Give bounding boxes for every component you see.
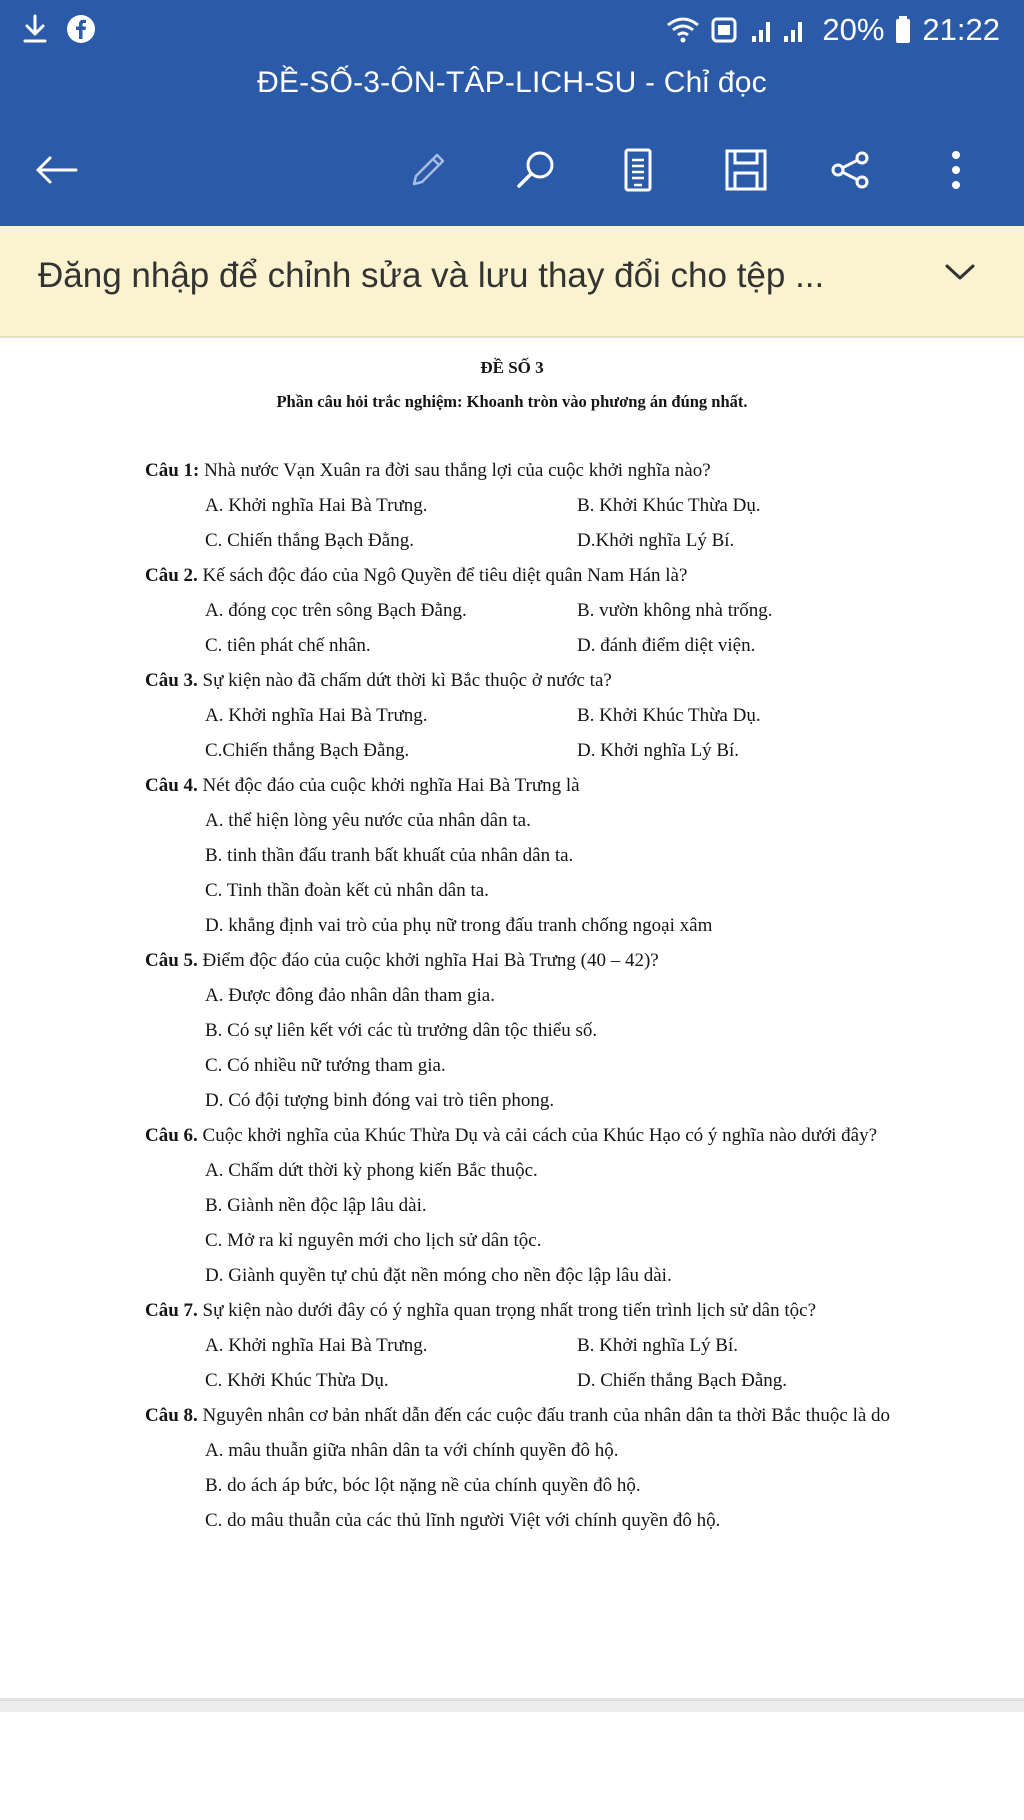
option: B. do ách áp bức, bóc lột nặng nề của chính quyền đô hộ. [205,1475,641,1496]
option: B. vườn không nhà trống. [577,600,773,621]
option: C. do mâu thuẫn của các thủ lĩnh người Việt với chính quyền đô hộ. [205,1510,721,1531]
question-label: Câu 6. [145,1125,198,1146]
option: D. Có đội tượng binh đóng vai trò tiên phong. [205,1090,555,1111]
download-icon [22,14,48,44]
option: C.Chiến thắng Bạch Đằng. [205,740,410,761]
option: B. tinh thần đấu tranh bất khuất của nhân dân ta. [205,845,574,866]
question-3 [145,668,955,764]
question-text: Điểm độc đáo của cuộc khởi nghĩa Hai Bà Trưng (40 – 42)? [202,950,659,971]
question-text: Sự kiện nào đã chấm dứt thời kì Bắc thuộc ở nước ta? [202,670,612,691]
question-text: Nét độc đáo của cuộc khởi nghĩa Hai Bà Trưng là [202,775,580,796]
app-header [0,0,1024,226]
option: C. Có nhiều nữ tướng tham gia. [205,1055,446,1076]
edit-button[interactable] [400,140,456,200]
document-page [0,338,1024,1698]
question-text: Sự kiện nào dưới đây có ý nghĩa quan trọng nhất trong tiến trình lịch sử dân tộc? [202,1300,817,1321]
document-title: ĐỀ-SỐ-3-ÔN-TÂP-LICH-SU - Chỉ đọc [257,66,767,99]
clock: 21:22 [922,12,1000,47]
option: A. Khởi nghĩa Hai Bà Trưng. [205,495,428,516]
question-5 [145,948,955,1114]
save-icon [724,148,768,192]
wifi-icon [666,16,700,44]
chevron-down-icon[interactable] [944,262,976,287]
option: A. thể hiện lòng yêu nước của nhân dân ta. [205,810,531,831]
option: B. Khởi Khúc Thừa Dụ. [577,495,761,516]
question-1 [145,458,955,554]
status-bar [0,0,1024,62]
option: A. đóng cọc trên sông Bạch Đằng. [205,600,467,621]
mobile-view-icon [623,148,653,192]
pen-icon [406,148,450,192]
share-button[interactable] [822,140,878,200]
question-label: Câu 7. [145,1300,198,1321]
battery-percent: 20% [822,12,885,47]
question-8 [145,1403,955,1534]
hd-call-icon [710,16,738,44]
question-label: Câu 8. [145,1405,198,1426]
back-button[interactable] [26,140,86,200]
more-button[interactable] [932,140,980,200]
question-text: Nhà nước Vạn Xuân ra đời sau thắng lợi của cuộc khởi nghĩa nào? [204,460,711,481]
question-text: Kế sách độc đáo của Ngô Quyền để tiêu diệt quân Nam Hán là? [202,565,688,586]
option: A. Khởi nghĩa Hai Bà Trưng. [205,1335,428,1356]
question-2 [145,563,955,659]
question-6 [145,1123,955,1289]
battery-icon [894,15,912,45]
more-icon [949,148,963,192]
mobile-view-button[interactable] [612,140,664,200]
save-button[interactable] [718,140,774,200]
banner-text: Đăng nhập để chỉnh sửa và lưu thay đổi cho tệp ... [38,256,825,295]
option: C. Chiến thắng Bạch Đằng. [205,530,414,551]
option: B. Có sự liên kết với các tù trưởng dân tộc thiểu số. [205,1020,598,1041]
question-label: Câu 1: [145,460,200,481]
option: B. Khởi Khúc Thừa Dụ. [577,705,761,726]
facebook-icon [66,14,96,44]
question-label: Câu 4. [145,775,198,796]
question-label: Câu 3. [145,670,198,691]
question-label: Câu 2. [145,565,198,586]
option: D. đánh điểm diệt viện. [577,635,756,656]
option: D.Khởi nghĩa Lý Bí. [577,530,735,551]
option: A. mâu thuẫn giữa nhân dân ta với chính quyền đô hộ. [205,1440,619,1461]
question-text: Cuộc khởi nghĩa của Khúc Thừa Dụ và cải cách của Khúc Hạo có ý nghĩa nào dưới đây? [202,1125,878,1146]
question-text: Nguyên nhân cơ bản nhất dẫn đến các cuộc đấu tranh của nhân dân ta thời Bắc thuộc là do [202,1405,891,1426]
doc-heading: ĐỀ SỐ 3 [480,358,544,377]
option: C. tiên phát chế nhân. [205,635,371,656]
question-4 [145,773,955,939]
question-7 [145,1298,955,1394]
sign-in-banner[interactable] [0,226,1024,337]
option: C. Tinh thần đoàn kết củ nhân dân ta. [205,880,489,901]
option: A. Chấm dứt thời kỳ phong kiến Bắc thuộc. [205,1160,538,1181]
question-list [145,458,955,1543]
back-arrow-icon [32,150,80,190]
option: A. Khởi nghĩa Hai Bà Trưng. [205,705,428,726]
question-label: Câu 5. [145,950,198,971]
next-page [0,1712,1024,1820]
signal-icon [748,16,812,44]
option: D. Khởi nghĩa Lý Bí. [577,740,740,761]
search-icon [514,148,558,192]
option: D. Giành quyền tự chủ đặt nền móng cho nền độc lập lâu dài. [205,1265,672,1286]
option: D. khẳng định vai trò của phụ nữ trong đấu tranh chống ngoại xâm [205,915,713,936]
toolbar [0,140,1024,200]
doc-instruction: Phần câu hỏi trắc nghiệm: Khoanh tròn vào phương án đúng nhất. [276,392,748,411]
option: D. Chiến thắng Bạch Đằng. [577,1370,788,1391]
option: A. Được đông đảo nhân dân tham gia. [205,985,495,1006]
option: B. Giành nền độc lập lâu dài. [205,1195,427,1216]
search-button[interactable] [508,140,564,200]
option: C. Khởi Khúc Thừa Dụ. [205,1370,389,1391]
share-icon [828,148,872,192]
option: C. Mở ra kỉ nguyên mới cho lịch sử dân tộc. [205,1230,542,1251]
option: B. Khởi nghĩa Lý Bí. [577,1335,738,1356]
